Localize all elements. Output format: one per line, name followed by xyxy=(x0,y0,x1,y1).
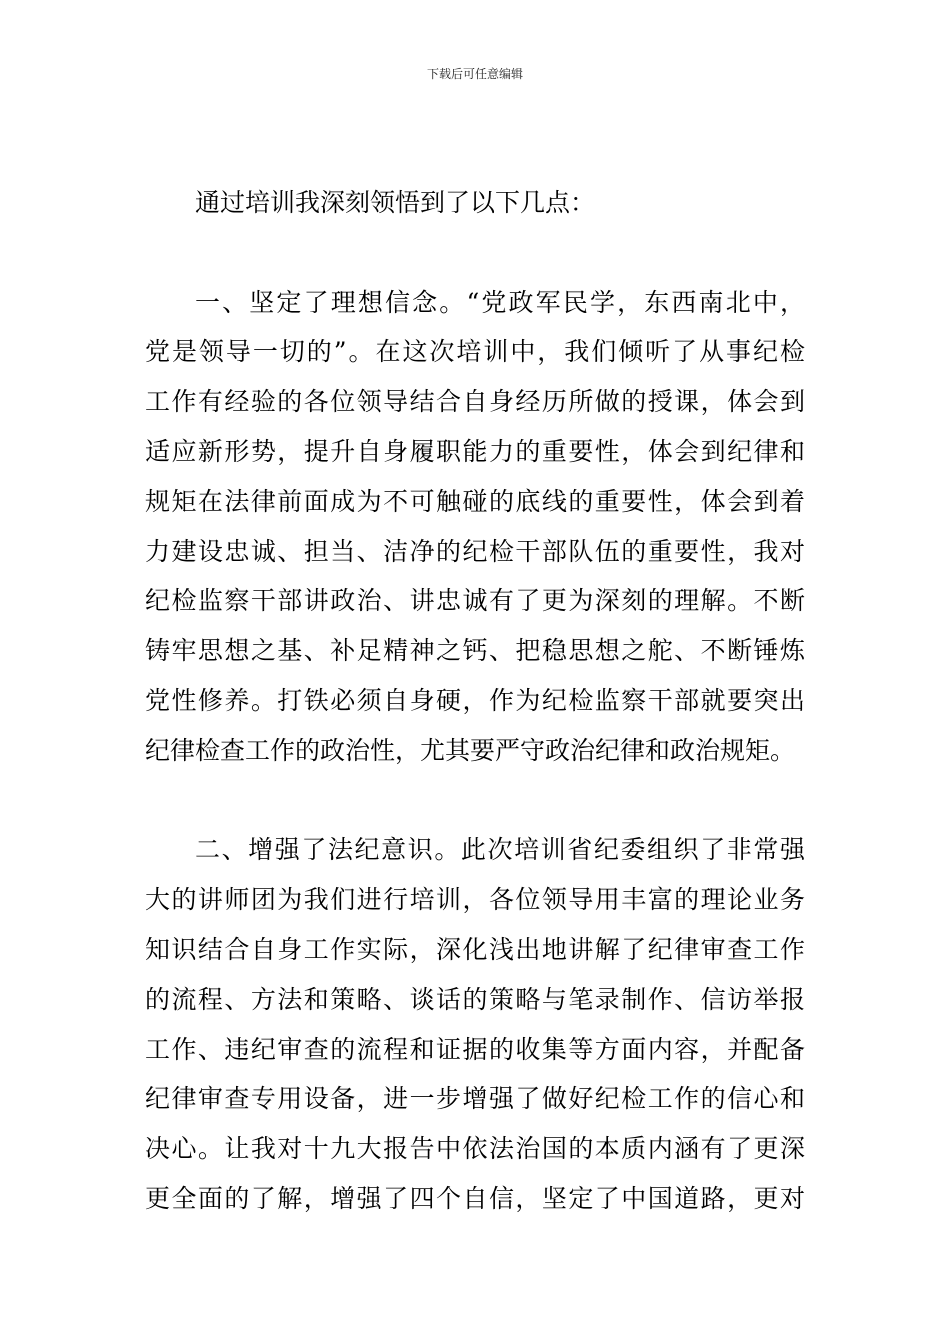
section1-line-3: 工作有经验的各位领导结合自身经历所做的授课，体会到 xyxy=(145,387,805,417)
section2-line-1: 二、增强了法纪意识。此次培训省纪委组织了非常强 xyxy=(195,835,805,865)
section1-line-8: 铸牢思想之基、补足精神之钙、把稳思想之舵、不断锤炼 xyxy=(145,636,805,666)
section1-line-9: 党性修养。打铁必须自身硬，作为纪检监察干部就要突出 xyxy=(145,685,805,715)
section2-line-7: 决心。让我对十九大报告中依法治国的本质内涵有了更深 xyxy=(145,1134,805,1164)
section2-line-2: 大的讲师团为我们进行培训，各位领导用丰富的理论业务 xyxy=(145,885,805,915)
paragraph-gap xyxy=(145,228,805,278)
section1-line-7: 纪检监察干部讲政治、讲忠诚有了更为深刻的理解。不断 xyxy=(145,586,805,616)
section2-line-8: 更全面的了解，增强了四个自信，坚定了中国道路，更对 xyxy=(145,1183,805,1213)
section2-line-3: 知识结合自身工作实际，深化浅出地讲解了纪律审查工作 xyxy=(145,934,805,964)
section1-line-2: 党是领导一切的”。在这次培训中，我们倾听了从事纪检 xyxy=(145,337,805,367)
page-header: 下载后可任意编辑 xyxy=(426,67,523,81)
section1-line-5: 规矩在法律前面成为不可触碰的底线的重要性，体会到着 xyxy=(145,486,805,516)
section1-line-4: 适应新形势，提升自身履职能力的重要性，体会到纪律和 xyxy=(145,436,805,466)
section1-line-1: 一、坚定了理想信念。“党政军民学，东西南北中， xyxy=(195,287,805,317)
section2-line-5: 工作、违纪审查的流程和证据的收集等方面内容，并配备 xyxy=(145,1034,805,1064)
section1-line-10: 纪律检查工作的政治性，尤其要严守政治纪律和政治规矩。 xyxy=(145,735,796,765)
section1-line-6: 力建设忠诚、担当、洁净的纪检干部队伍的重要性，我对 xyxy=(145,536,805,566)
document-body xyxy=(145,178,805,1224)
section2-line-4: 的流程、方法和策略、谈话的策略与笔录制作、信访举报 xyxy=(145,984,805,1014)
paragraph-gap xyxy=(145,776,805,826)
section2-line-6: 纪律审查专用设备，进一步增强了做好纪检工作的信心和 xyxy=(145,1084,805,1114)
intro-line: 通过培训我深刻领悟到了以下几点： xyxy=(195,188,596,217)
